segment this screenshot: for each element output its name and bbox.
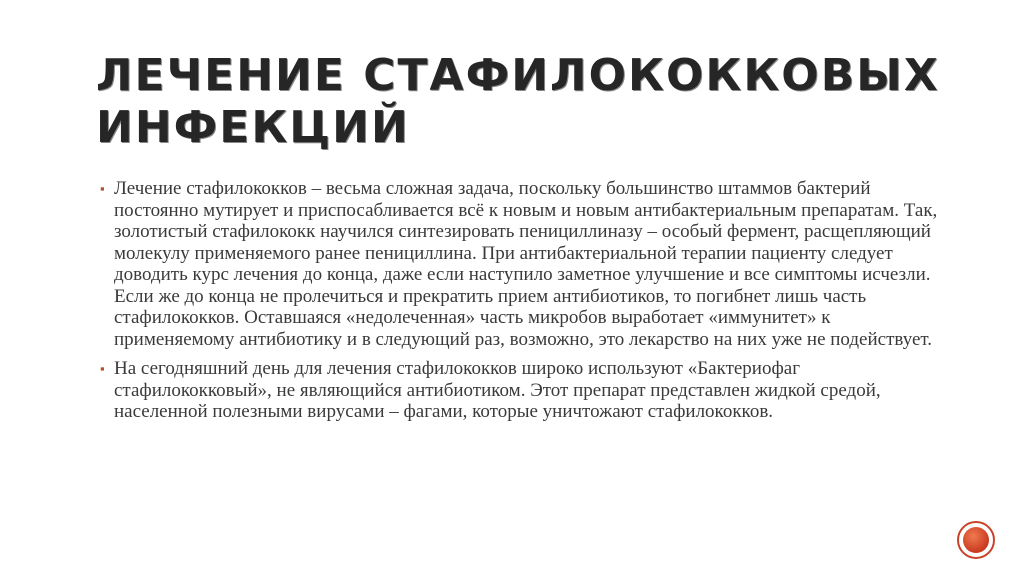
- slide-nav-button[interactable]: [957, 521, 995, 559]
- circle-icon: [963, 527, 989, 553]
- slide-title: ЛЕЧЕНИЕ СТАФИЛОКОККОВЫХ ИНФЕКЦИЙ: [96, 50, 940, 153]
- bullet-list: [100, 178, 940, 431]
- bullet-square-icon: ▪: [100, 361, 105, 376]
- bullet-text: Лечение стафилококков – весьма сложная задача, поскольку большинство штаммов бактерий постоянно мутирует и приспосабливается всё к новым и новым антибактериальным препаратам. Так, золотистый стафилококк научился синтезировать пенициллиназу – особый фермент, расщепляющий молекулу применяемого ранее пенициллина. При антибактериальной терапии пациенту следует доводить курс лечения до конца, даже если наступило заметное улучшение и все симптомы исчезли. Если же до конца не пролечиться и прекратить прием антибиотиков, то погибнет лишь часть стафилококков. Оставшаяся «недолеченная» часть микробов выработает «иммунитет» к применяемому антибиотику и в следующий раз, возможно, это лекарство на них уже не подействует.: [114, 178, 938, 350]
- bullet-item: [100, 358, 940, 423]
- bullet-item: [100, 178, 940, 350]
- bullet-text: На сегодняшний день для лечения стафилококков широко используют «Бактериофаг стафилококковый», не являющийся антибиотиком. Этот препарат представлен жидкой средой, населенной полезными вирусами – фагами, которые уничтожают стафилококков.: [114, 358, 881, 422]
- bullet-square-icon: ▪: [100, 181, 105, 196]
